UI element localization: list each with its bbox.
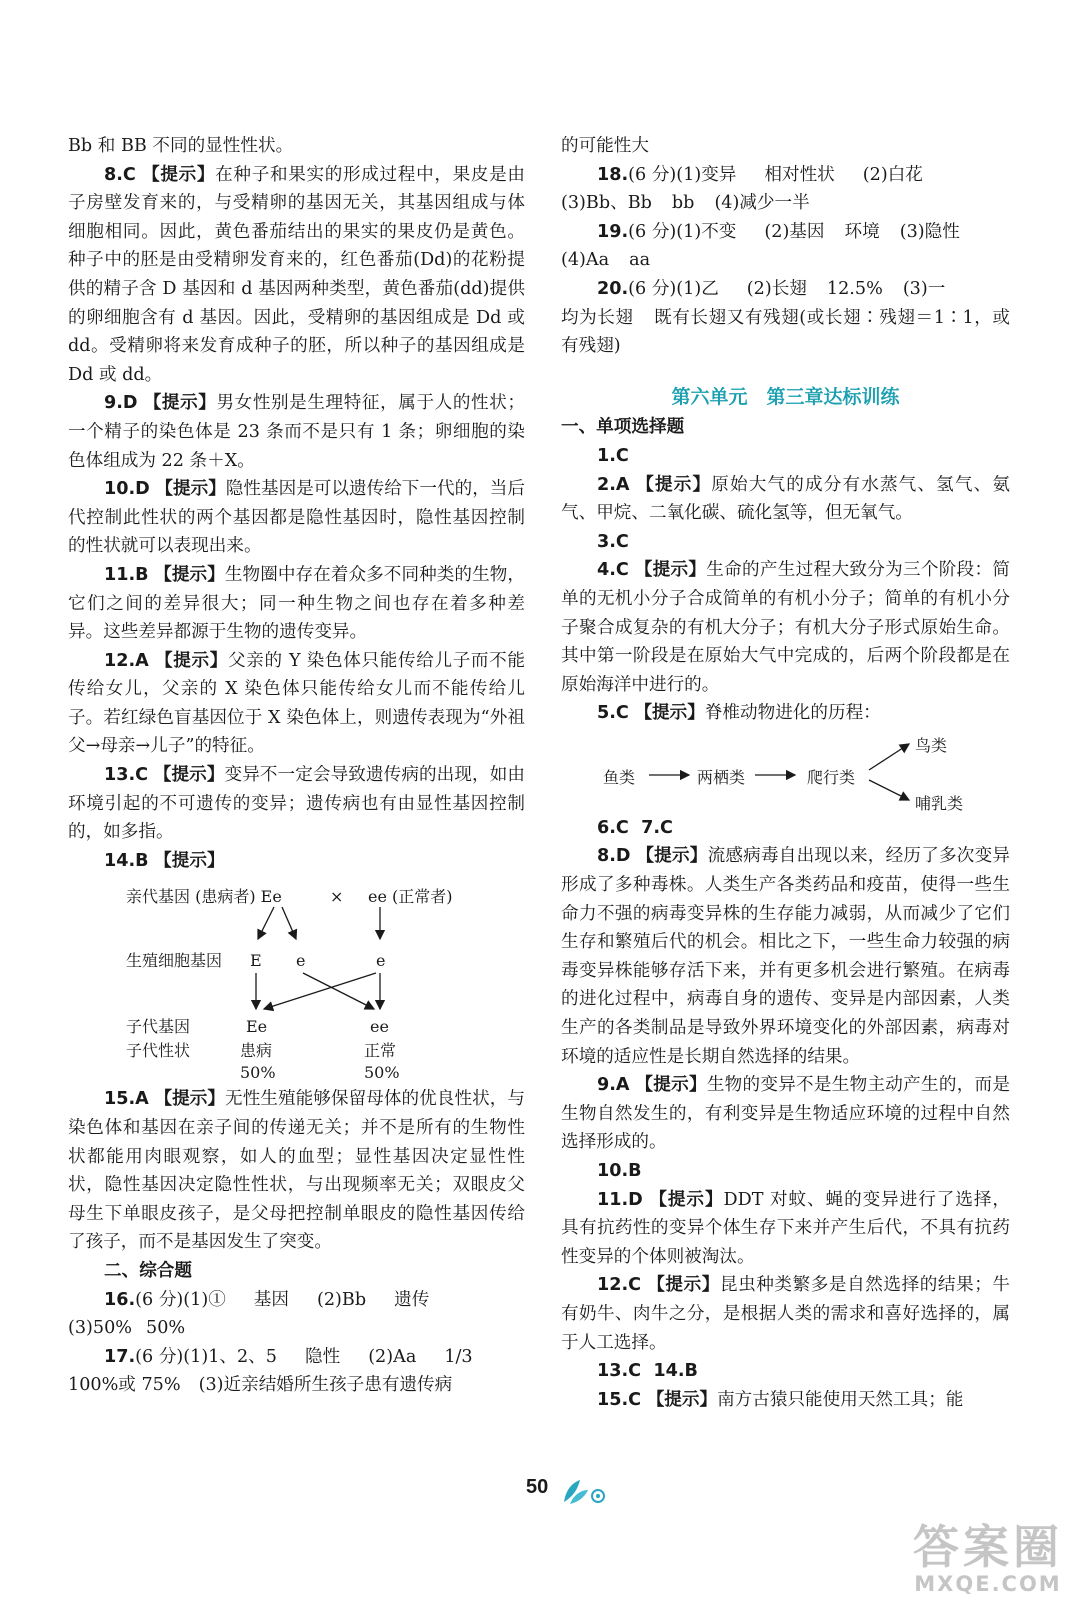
answer-8: 8.C 【提示】在种子和果实的形成过程中，果皮是由子房壁发育来的，与受精卵的基因无关，其基因组成与体细胞相同。因此，黄色番茄结出的果实的果皮仍是黄色。种子中的胚是由受精卵发育来的，红色番茄(Dd)的花粉提供的精子含 D 基因和 d 基因两种类型，黄色番茄(dd)提供的卵细胞含有 d 基因。因此，受精卵的基因组成是 Dd 或 dd。受精卵将来发育成种子的胚，所以种子的基因组成是 Dd 或 dd。: [68, 164, 525, 385]
answer-15: 15.A 【提示】无性生殖能够保留母体的优良性状，与染色体和基因在亲子间的传递无关；并不是所有的生物性状都能用肉眼观察，如人的血型；显性基因决定显性性状，隐性基因决定隐性性状，与出现频率无关；双眼皮父母生下单眼皮孩子，是父母把控制单眼皮的隐性基因传给了孩子，而不是基因发生了突变。: [68, 1089, 525, 1253]
unit-title: 第六单元 第三章达标训练: [671, 385, 900, 408]
page-number: 50: [526, 1476, 549, 1498]
arrow-ee-to-e: [282, 907, 296, 939]
answer-18-line2: (3)Bb、Bb bb (4)减少一半: [561, 193, 810, 214]
gamete-label: 生殖细胞基因: [126, 951, 223, 971]
answer-11: 11.B 【提示】生物圈中存在着众多不同种类的生物，它们之间的差异很大；同一种生物之间也存在着多种差异。这些差异都源于生物的遗传变异。: [68, 564, 525, 643]
gamete-E: E: [250, 951, 262, 971]
answer-3: 3.C: [597, 531, 629, 552]
answer-17-line2: 100%或 75% (3)近亲结婚所生孩子患有遗传病: [68, 1375, 453, 1396]
offspring-Ee: Ee: [246, 1017, 268, 1037]
answer-15r: 15.C 【提示】南方古猿只能使用天然工具；能: [597, 1389, 964, 1410]
answer-5: 5.C 【提示】脊椎动物进化的历程：: [597, 703, 881, 724]
evolution-diagram: [561, 728, 1001, 814]
offspring-gene-label: 子代基因: [126, 1017, 191, 1037]
evo-mammal: 哺乳类: [915, 793, 964, 813]
answer-19: 19.(6 分)(1)不变 (2)基因 环境 (3)隐性: [597, 221, 960, 242]
answer-6-7: 6.C 7.C: [597, 817, 673, 838]
offspring-ee: ee: [370, 1017, 389, 1037]
answer-1: 1.C: [597, 445, 629, 466]
paragraph: 的可能性大: [561, 136, 649, 156]
answer-17: 17.(6 分)(1)1、2、5 隐性 (2)Aa 1/3: [104, 1346, 473, 1367]
section-heading: 一、单项选择题: [561, 417, 685, 438]
section-heading: 二、综合题: [104, 1261, 192, 1281]
gamete-e2: e: [376, 951, 386, 971]
offspring-trait-label: 子代性状: [126, 1041, 191, 1061]
arrow-rept-bird: [869, 744, 909, 770]
answer-10: 10.D 【提示】隐性基因是可以遗传给下一代的，当后代控制此性状的两个基因都是隐性基因时，隐性基因控制的性状就可以表现出来。: [68, 479, 525, 557]
parent2-genotype: ee (正常者): [368, 887, 453, 907]
answer-9r: 9.A 【提示】生物的变异不是生物主动产生的，而是生物自然发生的，有利变异是生物适应环境的过程中自然选择形成的。: [561, 1075, 1010, 1153]
offspring-pct-2: 50%: [364, 1063, 400, 1083]
offspring-trait-sick: 患病: [240, 1041, 273, 1061]
answer-13: 13.C 【提示】变异不一定会导致遗传病的出现，如由环境引起的不可遗传的变异；遗传病也有由显性基因控制的，如多指。: [68, 765, 525, 843]
evo-bird: 鸟类: [915, 735, 948, 755]
answer-16-line2: (3)50% 50%: [68, 1318, 186, 1339]
answer-8r: 8.D 【提示】流感病毒自出现以来，经历了多次变异形成了多种毒株。人类生产各类药品和疫苗，使得一些生命力不强的病毒变异株的生存能力减弱，从而减少了它们生存和繁殖后代的机会。相比之下，一些生命力较强的病毒变异株能够存活下来，并有更多机会进行繁殖。在病毒的进化过程中，病毒自身的遗传、变异是内部因素，人类生产的各类制品是导致外界环境变化的外部因素，病毒对环境的适应性是长期自然选择的结果。: [561, 846, 1010, 1067]
answer-12r: 12.C 【提示】昆虫种类繁多是自然选择的结果；牛有奶牛、肉牛之分，是根据人类的需求和喜好选择的，属于人工选择。: [561, 1275, 1010, 1353]
answer-2: 2.A 【提示】原始大气的成分有水蒸气、氢气、氨气、甲烷、二氧化碳、硫化氢等，但无氧气。: [561, 474, 1010, 524]
answer-11r: 11.D 【提示】DDT 对蚊、蝇的变异进行了选择，具有抗药性的变异个体生存下来并产生后代，不具有抗药性变异的个体则被淘汰。: [561, 1189, 1010, 1267]
arrow-e-to-ee: [303, 973, 374, 1009]
answer-12: 12.A 【提示】父亲的 Y 染色体只能传给儿子而不能传给女儿，父亲的 X 染色体只能传给女儿而不能传给儿子。若红绿色盲基因位于 X 染色体上，则遗传表现为“外祖父→母亲→儿子”的特征。: [68, 650, 525, 757]
evo-reptile: 爬行类: [807, 767, 856, 787]
answer-19-line2: (4)Aa aa: [561, 250, 651, 271]
answer-14: 14.B 【提示】: [104, 850, 225, 871]
answer-20-line2: 均为长翅 既有长翅又有残翅(或长翅∶残翅＝1∶1，或有残翅): [561, 307, 1010, 357]
evo-amphibian: 两栖类: [697, 767, 746, 787]
answer-13-14r: 13.C 14.B: [597, 1361, 698, 1382]
answer-10r: 10.B: [597, 1161, 642, 1181]
offspring-trait-normal: 正常: [364, 1041, 397, 1061]
answer-18: 18.(6 分)(1)变异 相对性状 (2)白花: [597, 164, 923, 185]
inheritance-diagram: [68, 875, 508, 1083]
offspring-pct-1: 50%: [240, 1063, 276, 1083]
paragraph: Bb 和 BB 不同的显性性状。: [68, 136, 294, 156]
evo-fish: 鱼类: [603, 767, 636, 787]
page-footer: [0, 1476, 1077, 1516]
gamete-e: e: [296, 951, 306, 971]
answer-4: 4.C 【提示】生命的产生过程大致分为三个阶段：简单的无机小分子合成简单的有机小分子；简单的有机小分子聚合成复杂的有机大分子；有机大分子形式原始生命。其中第一阶段是在原始大气中完成的，后两个阶段都是在原始海洋中进行的。: [561, 560, 1010, 695]
right-column: [561, 132, 1010, 1414]
answer-16: 16.(6 分)(1)① 基因 (2)Bb 遗传: [104, 1289, 430, 1310]
watermark: 答案圈 MXQE.COM: [913, 1520, 1063, 1596]
left-column: [68, 132, 525, 1400]
answer-9: 9.D 【提示】男女性别是生理特征，属于人的性状；一个精子的染色体是 23 条而不是只有 1 条；卵细胞的染色体组成为 22 条＋X。: [68, 393, 525, 471]
leaf-logo-icon: [560, 1478, 608, 1506]
arrow-e2-to-Ee: [264, 973, 376, 1009]
arrow-ee-to-E: [258, 907, 274, 939]
parent-genotype-label: 亲代基因 (患病者) Ee: [126, 887, 282, 907]
cross-symbol: ×: [330, 887, 344, 907]
answer-20: 20.(6 分)(1)乙 (2)长翅 12.5% (3)一: [597, 278, 946, 299]
arrow-rept-mamm: [869, 780, 909, 800]
